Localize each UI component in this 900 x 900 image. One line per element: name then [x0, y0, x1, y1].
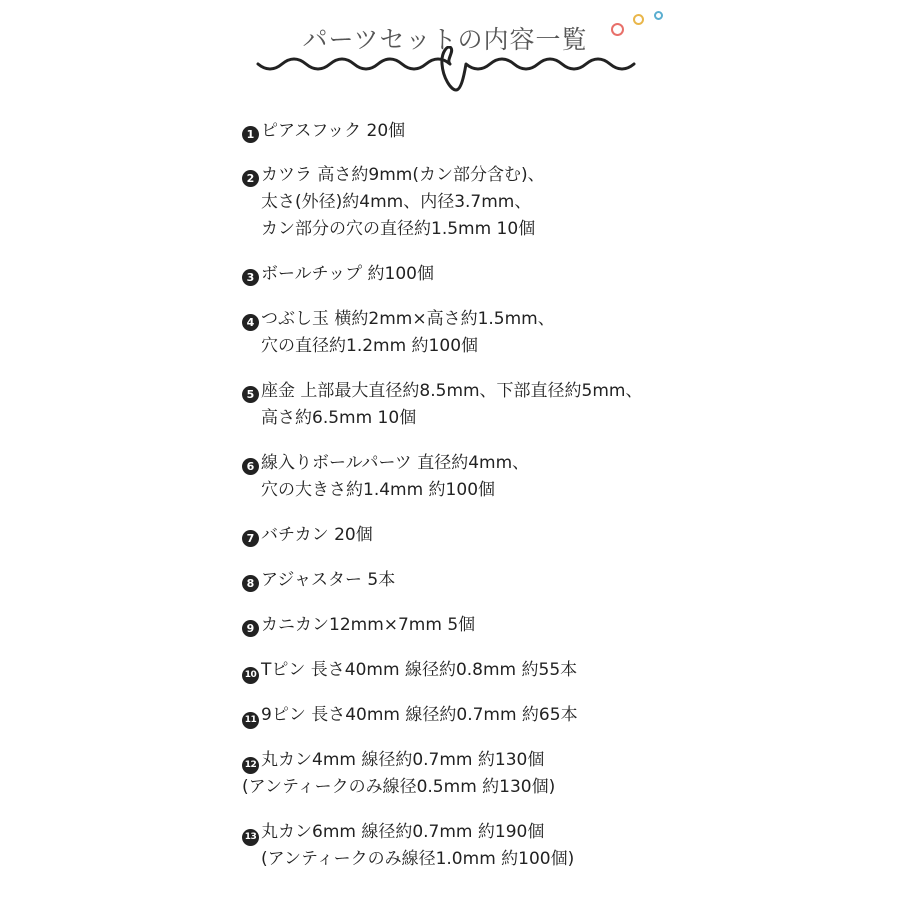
- item-number: 13: [242, 829, 259, 846]
- item-number: 9: [242, 620, 259, 637]
- item-number: 8: [242, 575, 259, 592]
- decorative-dot-blue: [654, 11, 663, 20]
- page-title: パーツセットの内容一覧: [302, 25, 588, 54]
- item-number: 3: [242, 269, 259, 286]
- item-number: 7: [242, 530, 259, 547]
- list-item: [242, 162, 545, 243]
- item-text: 丸カン6mm 線径約0.7mm 約190個: [261, 822, 545, 842]
- item-text: ピアスフック 20個: [261, 121, 406, 141]
- list-item: [242, 702, 578, 729]
- item-text: アジャスター 5本: [261, 570, 396, 590]
- list-item: [242, 612, 475, 639]
- item-text-continued: カン部分の穴の直径約1.5mm 10個: [261, 219, 536, 239]
- item-text: 丸カン4mm 線径約0.7mm 約130個: [261, 750, 545, 770]
- item-number: 2: [242, 170, 259, 187]
- item-number: 10: [242, 667, 259, 684]
- item-text: 座金 上部最大直径約8.5mm、下部直径約5mm、: [261, 381, 643, 401]
- item-text: 線入りボールパーツ 直径約4mm、: [261, 453, 530, 473]
- item-text-continued: 穴の直径約1.2mm 約100個: [261, 336, 479, 356]
- item-text: カツラ 高さ約9mm(カン部分含む)、: [261, 165, 545, 185]
- list-item: [242, 522, 373, 549]
- item-text-continued: 穴の大きさ約1.4mm 約100個: [261, 480, 496, 500]
- item-number: 1: [242, 126, 259, 143]
- item-number: 6: [242, 458, 259, 475]
- decorative-dot-red: [611, 23, 624, 36]
- item-text: ボールチップ 約100個: [261, 264, 435, 284]
- list-item: [242, 819, 574, 873]
- item-text-continued: 太さ(外径)約4mm、内径3.7mm、: [261, 192, 532, 212]
- decorative-dot-yellow: [633, 14, 644, 25]
- wave-divider: [256, 46, 646, 101]
- item-number: 5: [242, 386, 259, 403]
- list-item: [242, 450, 529, 504]
- header: [0, 0, 900, 110]
- item-number: 4: [242, 314, 259, 331]
- item-text: つぶし玉 横約2mm×高さ約1.5mm、: [261, 309, 555, 329]
- list-item: [242, 657, 577, 684]
- list-item: [242, 261, 434, 288]
- item-number: 12: [242, 757, 259, 774]
- item-text-continued: (アンティークのみ線径0.5mm 約130個): [242, 777, 556, 797]
- list-item: [242, 306, 555, 360]
- list-item: [242, 567, 395, 594]
- item-text-continued: (アンティークのみ線径1.0mm 約100個): [261, 849, 575, 869]
- item-number: 11: [242, 712, 259, 729]
- list-item: [242, 378, 643, 432]
- item-text-continued: 高さ約6.5mm 10個: [261, 408, 417, 428]
- item-text: 9ピン 長さ40mm 線径約0.7mm 約65本: [261, 705, 578, 725]
- item-text: Tピン 長さ40mm 線径約0.8mm 約55本: [261, 660, 578, 680]
- item-text: バチカン 20個: [261, 525, 373, 545]
- list-item: [242, 747, 555, 801]
- list-item: [242, 118, 405, 145]
- item-text: カニカン12mm×7mm 5個: [261, 615, 476, 635]
